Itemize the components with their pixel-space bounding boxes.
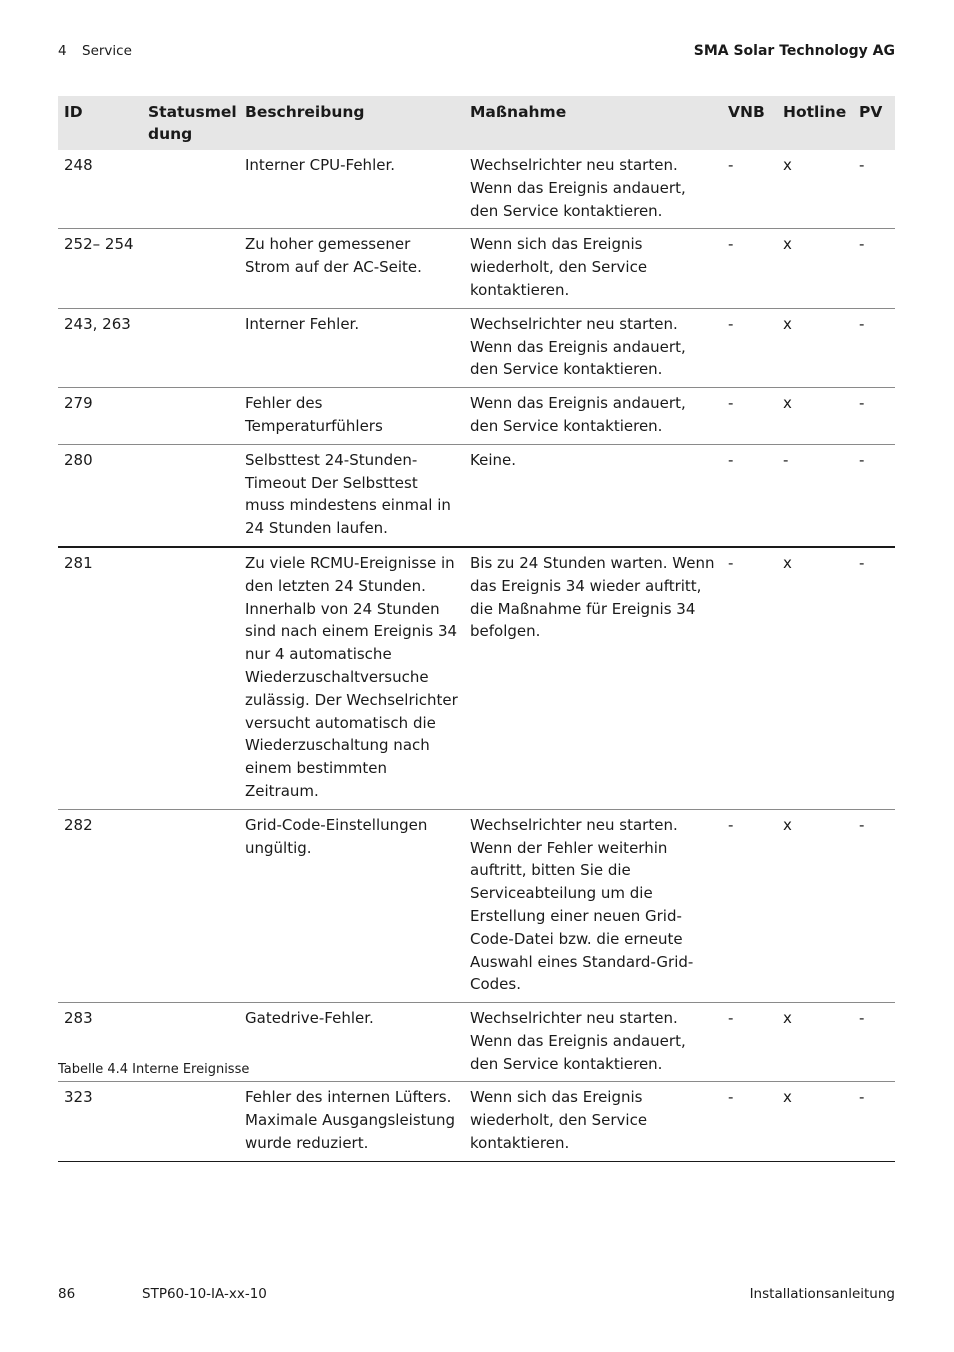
cell-description: Zu hoher gemessener Strom auf der AC-Seite. — [239, 229, 464, 308]
table-row — [58, 809, 895, 1002]
cell-action: Keine. — [464, 444, 722, 547]
internal-events-table — [58, 96, 895, 1162]
cell-action: Wenn das Ereignis andauert, den Service kontaktieren. — [464, 388, 722, 445]
cell-vnb: - — [722, 308, 777, 387]
column-header-status: Statusmel dung — [142, 96, 239, 150]
cell-description: Interner Fehler. — [239, 308, 464, 387]
cell-action: Bis zu 24 Stunden warten. Wenn das Ereignis 34 wieder auftritt, die Maßnahme für Ereignis 34 befolgen. — [464, 547, 722, 809]
chapter-title: Service — [82, 43, 132, 59]
cell-description: Fehler des internen Lüfters. Maximale Ausgangsleistung wurde reduziert. — [239, 1082, 464, 1161]
cell-hotline: x — [777, 1082, 853, 1161]
cell-status — [142, 229, 239, 308]
cell-description: Grid-Code-Einstellungen ungültig. — [239, 809, 464, 1002]
cell-id: 248 — [58, 150, 142, 229]
cell-status — [142, 1082, 239, 1161]
cell-action: Wechselrichter neu starten. Wenn das Ereignis andauert, den Service kontaktieren. — [464, 1003, 722, 1082]
cell-status — [142, 444, 239, 547]
page-footer — [58, 1286, 895, 1306]
column-header-hotline: Hotline — [777, 96, 853, 150]
cell-pv: - — [853, 1082, 895, 1161]
document-code: STP60-10-IA-xx-10 — [142, 1286, 267, 1302]
cell-hotline: x — [777, 809, 853, 1002]
document-title: Installationsanleitung — [749, 1286, 895, 1302]
cell-id: 283 — [58, 1003, 142, 1082]
cell-vnb: - — [722, 547, 777, 809]
cell-hotline: x — [777, 388, 853, 445]
cell-vnb: - — [722, 1003, 777, 1082]
cell-description: Selbsttest 24-Stunden-Timeout Der Selbsttest muss mindestens einmal in 24 Stunden laufen. — [239, 444, 464, 547]
cell-action: Wenn sich das Ereignis wiederholt, den Service kontaktieren. — [464, 1082, 722, 1161]
table-row — [58, 308, 895, 387]
cell-vnb: - — [722, 388, 777, 445]
cell-vnb: - — [722, 444, 777, 547]
table-row — [58, 547, 895, 809]
table-caption: Tabelle 4.4 Interne Ereignisse — [58, 1062, 250, 1077]
chapter-number: 4 — [58, 43, 67, 59]
cell-description: Gatedrive-Fehler. — [239, 1003, 464, 1082]
table-row — [58, 444, 895, 547]
cell-pv: - — [853, 308, 895, 387]
cell-id: 252– 254 — [58, 229, 142, 308]
cell-status — [142, 547, 239, 809]
cell-hotline: x — [777, 150, 853, 229]
cell-hotline: x — [777, 308, 853, 387]
table-row — [58, 229, 895, 308]
cell-pv: - — [853, 809, 895, 1002]
cell-pv: - — [853, 150, 895, 229]
cell-status — [142, 150, 239, 229]
cell-hotline: - — [777, 444, 853, 547]
cell-pv: - — [853, 229, 895, 308]
cell-description: Zu viele RCMU-Ereignisse in den letzten 24 Stunden. Innerhalb von 24 Stunden sind nach einem Ereignis 34 nur 4 automatische Wiederzuschaltversuche zulässig. Der Wechselrichter versucht automatisch die Wiederzuschaltung nach einem bestimmten Zeitraum. — [239, 547, 464, 809]
cell-hotline: x — [777, 547, 853, 809]
cell-pv: - — [853, 1003, 895, 1082]
cell-vnb: - — [722, 150, 777, 229]
column-header-vnb: VNB — [722, 96, 777, 150]
cell-action: Wechselrichter neu starten. Wenn das Ereignis andauert, den Service kontaktieren. — [464, 308, 722, 387]
cell-id: 280 — [58, 444, 142, 547]
cell-vnb: - — [722, 229, 777, 308]
cell-vnb: - — [722, 809, 777, 1002]
cell-id: 279 — [58, 388, 142, 445]
cell-description: Interner CPU-Fehler. — [239, 150, 464, 229]
column-header-action: Maßnahme — [464, 96, 722, 150]
cell-hotline: x — [777, 1003, 853, 1082]
column-header-description: Beschreibung — [239, 96, 464, 150]
cell-id: 323 — [58, 1082, 142, 1161]
table-row — [58, 1082, 895, 1161]
cell-action: Wechselrichter neu starten. Wenn das Ereignis andauert, den Service kontaktieren. — [464, 150, 722, 229]
table-header-row — [58, 96, 895, 150]
table-row — [58, 388, 895, 445]
cell-id: 243, 263 — [58, 308, 142, 387]
cell-pv: - — [853, 388, 895, 445]
chapter-heading — [58, 43, 132, 59]
cell-status — [142, 809, 239, 1002]
cell-id: 281 — [58, 547, 142, 809]
company-name: SMA Solar Technology AG — [693, 43, 895, 59]
cell-action: Wechselrichter neu starten. Wenn der Fehler weiterhin auftritt, bitten Sie die Serviceabteilung um die Erstellung einer neuen Grid-Code-Datei bzw. die erneute Auswahl eines Standard-Grid-Codes. — [464, 809, 722, 1002]
cell-action: Wenn sich das Ereignis wiederholt, den Service kontaktieren. — [464, 229, 722, 308]
cell-hotline: x — [777, 229, 853, 308]
table-row — [58, 150, 895, 229]
cell-pv: - — [853, 547, 895, 809]
column-header-id: ID — [58, 96, 142, 150]
page-header — [58, 43, 895, 63]
cell-status — [142, 308, 239, 387]
cell-vnb: - — [722, 1082, 777, 1161]
cell-pv: - — [853, 444, 895, 547]
column-header-pv: PV — [853, 96, 895, 150]
cell-id: 282 — [58, 809, 142, 1002]
cell-description: Fehler des Temperaturfühlers — [239, 388, 464, 445]
cell-status — [142, 388, 239, 445]
page-number: 86 — [58, 1286, 76, 1302]
